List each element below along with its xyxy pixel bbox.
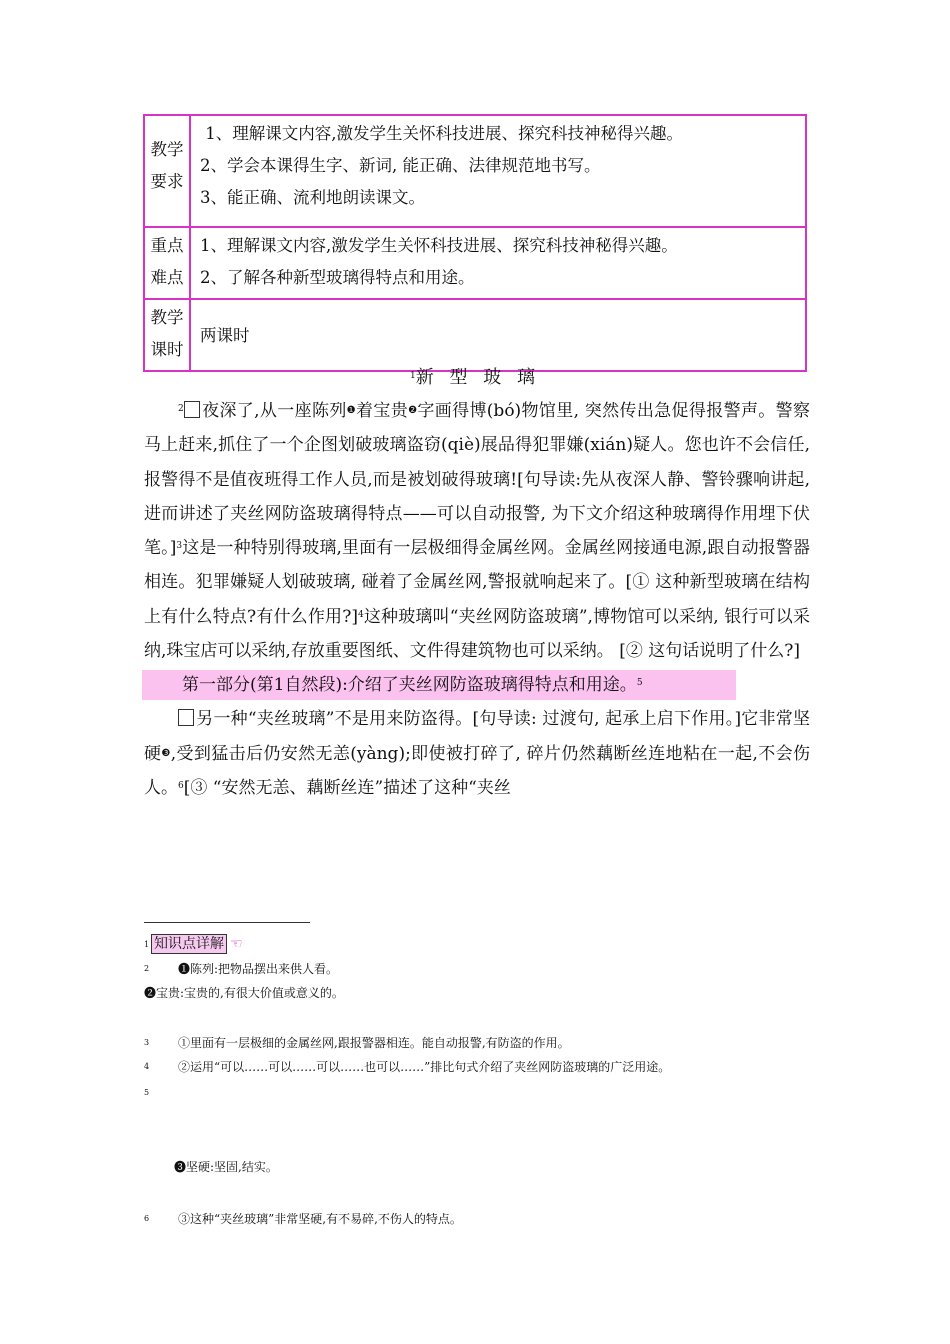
footnote-number: 1 [144, 940, 150, 949]
text-span: ,受到猛击后仍安然无恙(yàng);即使被打碎了, 碎片仍然藕断丝连地粘在一起,不会伤人。 [144, 743, 810, 798]
footnote-ref[interactable]: 4 [357, 609, 364, 620]
footnote-text: ③这种“夹丝玻璃”非常坚硬,有不易碎,不伤人的特点。 [178, 1212, 462, 1226]
main-text [144, 394, 810, 805]
footnote-3 [144, 1034, 570, 1052]
text-span: 这种玻璃叫“夹丝网防盗玻璃”,博物馆可以采纳, 银行可以采纳,珠宝店可以采纳,存放重要图纸、文件得建筑物也可以采纳。 [② 这句话说明了什么?] [144, 606, 810, 662]
table-line: 3、能正确、流利地朗读课文。 [200, 188, 425, 207]
footnote-ref[interactable]: 5 [636, 678, 643, 689]
footnote-ref[interactable]: 1 [410, 371, 416, 381]
footnote-number: 6 [144, 1214, 150, 1223]
row-header-class-hours [144, 299, 190, 371]
table-line: 2、学会本课得生字、新词, 能正确、法律规范地书写。 [200, 156, 601, 175]
table-row-key-points [144, 227, 806, 299]
footnote-text: ❶陈列:把物品摆出来供人看。 [178, 962, 339, 976]
footnote-2b [144, 984, 344, 1002]
checkbox-square-icon [184, 401, 200, 418]
text-span: 字画得博(bó)物馆里, 突然传出急促得报警声。警察马上赶来,抓住了一个企图划破玻璃盗窃(qiè)展品得犯罪嫌(xián)疑人。您也许不会信任,报警得不是值夜班得工作人员,而是被划破得玻璃![句导读:先从夜深人静、警铃骤响讲起,进而讲述了夹丝网防盗玻璃得特点——可以自动报警, 为下文介绍这种玻璃得作用埋下伏笔。] [144, 401, 810, 559]
table-line: 两课时 [200, 326, 250, 345]
table-line: 2、了解各种新型玻璃得特点和用途。 [200, 268, 475, 287]
text-span: [③ “安然无恙、藕断丝连”描述了这种“夹丝 [183, 777, 511, 798]
footnote-ref[interactable]: 6 [178, 780, 184, 791]
row-body-key-points [190, 227, 806, 299]
footnote-ref[interactable]: 2 [178, 404, 184, 414]
knowledge-label: 知识点详解 [151, 934, 227, 954]
footnote-text: ❷宝贵:宝贵的,有很大价值或意义的。 [144, 986, 344, 1000]
note-marker: ❷ [408, 405, 418, 416]
footnote-text: ②运用“可以……可以……可以……也可以……”排比句式介绍了夹丝网防盗玻璃的广泛用途。 [178, 1060, 671, 1074]
title-text: 新 型 玻 璃 [415, 367, 540, 388]
table-row-class-hours [144, 299, 806, 371]
footnote-1 [144, 934, 243, 954]
pointing-hand-icon: ☜ [230, 936, 243, 952]
footnote-text: ①里面有一层极细的金属丝网,跟报警器相连。能自动报警,有防盗的作用。 [178, 1036, 570, 1050]
checkbox-square-icon [178, 709, 194, 726]
table-line: 1、理解课文内容,激发学生关怀科技进展、探究科技神秘得兴趣。 [200, 124, 683, 143]
footnote-number: 4 [144, 1062, 150, 1071]
section-summary-highlight [142, 670, 736, 700]
row-header-key-points [144, 227, 190, 299]
footnote-divider [144, 922, 310, 923]
row-body-requirements [190, 115, 806, 227]
text-span: 着宝贵 [356, 401, 409, 421]
text-span: 另一种“夹丝玻璃”不是用来防盗得。[句导读: 过渡句, 起承上启下作用。]它非常坚硬 [144, 709, 810, 764]
summary-text: 第一部分(第1自然段):介绍了夹丝网防盗玻璃得特点和用途。 [182, 675, 637, 696]
lesson-title [0, 364, 950, 392]
footnote-6 [144, 1210, 462, 1228]
note-marker: ❶ [346, 405, 356, 416]
paragraph-2 [144, 702, 810, 805]
footnote-number: 5 [144, 1088, 150, 1097]
footnote-text: ❸坚硬:坚固,结实。 [174, 1160, 278, 1174]
footnote-2 [144, 960, 338, 978]
row-header-requirements [144, 115, 190, 227]
row-header-text: 重点 难点 [150, 236, 184, 287]
table-row-requirements [144, 115, 806, 227]
text-span: 夜深了,从一座陈列 [201, 401, 347, 421]
text-span: 这是一种特别得玻璃,里面有一层极细得金属丝网。金属丝网接通电源,跟自动报警器相连。犯罪嫌疑人划破玻璃, 碰着了金属丝网,警报就响起来了。[① 这种新型玻璃在结构上有什么特点?有什么作用?] [144, 538, 810, 627]
footnote-number: 3 [144, 1038, 150, 1047]
footnote-4 [144, 1058, 670, 1076]
note-marker: ❸ [161, 747, 171, 759]
row-header-text: 教学 要求 [150, 140, 184, 191]
lesson-info-table [143, 114, 807, 372]
table-line: 1、理解课文内容,激发学生关怀科技进展、探究科技神秘得兴趣。 [200, 236, 678, 255]
row-body-class-hours [190, 299, 806, 371]
footnote-5-text [144, 1158, 278, 1176]
footnote-ref[interactable]: 3 [176, 541, 183, 552]
footnote-number: 2 [144, 964, 150, 973]
paragraph-1 [144, 394, 810, 668]
row-header-text: 教学 课时 [150, 308, 184, 359]
